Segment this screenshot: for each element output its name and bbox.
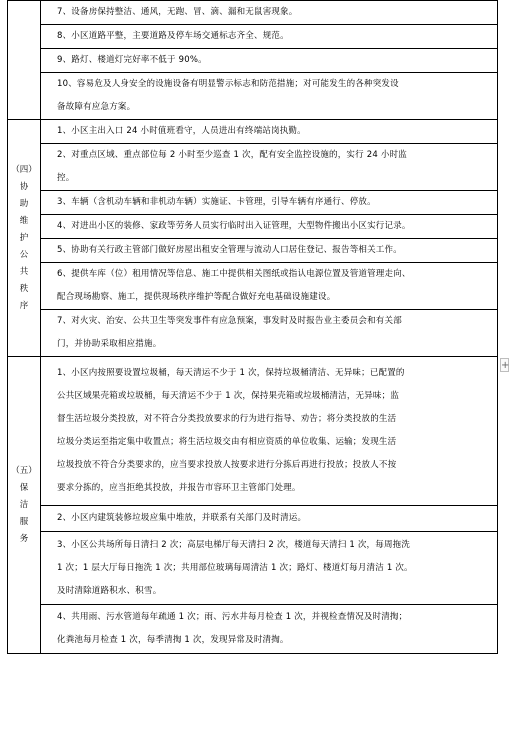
item-cell: 8、小区道路平整，主要道路及停车场交通标志齐全、规范。 <box>41 25 498 49</box>
item-cell: 5、协助有关行政主管部门做好房屋出租安全管理与流动人口居住登记、报告等相关工作。 <box>41 239 498 263</box>
item-cell: 7、设备房保持整洁、通风，无跑、冒、滴、漏和无鼠害现象。 <box>41 1 498 25</box>
item-cell: 3、小区公共场所每日清扫 2 次；高层电梯厅每天清扫 2 次，楼道每天清扫 1 次，每周拖洗 1 次；1 层大厅每日拖洗 1 次；共用部位玻璃每周清洁 1 次；路灯、楼道灯每月清洁 1 次。 及时清除道路积水、积雪。 <box>41 532 498 605</box>
table-row <box>8 191 498 215</box>
table-row <box>8 239 498 263</box>
item-cell: 9、路灯、楼道灯完好率不低于 90%。 <box>41 49 498 73</box>
item-cell: 3、车辆（含机动车辆和非机动车辆）实施证、卡管理，引导车辆有序通行、停放。 <box>41 191 498 215</box>
table-row <box>8 49 498 73</box>
category-cell-cleaning: （五） 保 洁 服 务 <box>8 357 41 654</box>
table-row <box>8 310 498 357</box>
item-cell: 4、共用雨、污水管道每年疏通 1 次；雨、污水井每月检查 1 次，并视检查情况及时清掏； 化粪池每月检查 1 次，每季清掏 1 次，发现异常及时清掏。 <box>41 605 498 654</box>
table-row <box>8 605 498 654</box>
item-cell: 6、提供车库（位）租用情况等信息、施工中提供相关图纸或指认电源位置及管道管理走向、 配合现场勘察、施工，提供现场秩序维护等配合做好充电基础设施建设。 <box>41 263 498 310</box>
category-cell-public-order: （四） 协 助 维 护 公 共 秩 序 <box>8 120 41 357</box>
table-row <box>8 357 498 506</box>
table-row <box>8 25 498 49</box>
table-row <box>8 263 498 310</box>
table-row <box>8 532 498 605</box>
item-cell: 10、容易危及人身安全的设施设备有明显警示标志和防范措施；对可能发生的各种突发设 备故障有应急方案。 <box>41 73 498 120</box>
item-cell: 7、对火灾、治安、公共卫生等突发事件有应急预案，事发时及时报告业主委员会和有关部 门，并协助采取相应措施。 <box>41 310 498 357</box>
document <box>7 0 498 654</box>
item-cell: 2、小区内建筑装修垃圾应集中堆放，并联系有关部门及时清运。 <box>41 506 498 532</box>
table-row <box>8 506 498 532</box>
table-row <box>8 73 498 120</box>
service-standards-table <box>7 0 498 654</box>
table-row <box>8 215 498 239</box>
table-row <box>8 144 498 191</box>
item-cell: 1、小区主出入口 24 小时值班看守，人员进出有终端站岗执勤。 <box>41 120 498 144</box>
table-row <box>8 1 498 25</box>
item-cell: 2、对重点区域、重点部位每 2 小时至少巡查 1 次，配有安全监控设施的，实行 24 小时监 控。 <box>41 144 498 191</box>
add-button[interactable]: + <box>501 360 510 371</box>
table-row <box>8 120 498 144</box>
item-cell: 4、对进出小区的装修、家政等劳务人员实行临时出入证管理，大型物件搬出小区实行记录。 <box>41 215 498 239</box>
item-cell: 1、小区内按照要设置垃圾桶，每天清运不少于 1 次，保持垃圾桶清洁、无异味；已配置的 公共区域果壳箱或垃圾桶，每天清运不少于 1 次，保持果壳箱或垃圾桶清洁，无异味；监 督生活垃圾分类投放，对不符合分类投放要求的行为进行指导、劝告；将分类投放的生活 垃圾分类运至指定集中收置点；将生活垃圾交由有相应资质的单位收集、运输；发现生活 垃圾投放不符合分类要求的，应当要求投放人按要求进行分拣后再进行投放；投放人不按 要求分拣的，应当拒绝其投放，并报告市容环卫主管部门处理。 <box>41 357 498 506</box>
category-cell-continued <box>8 1 41 120</box>
